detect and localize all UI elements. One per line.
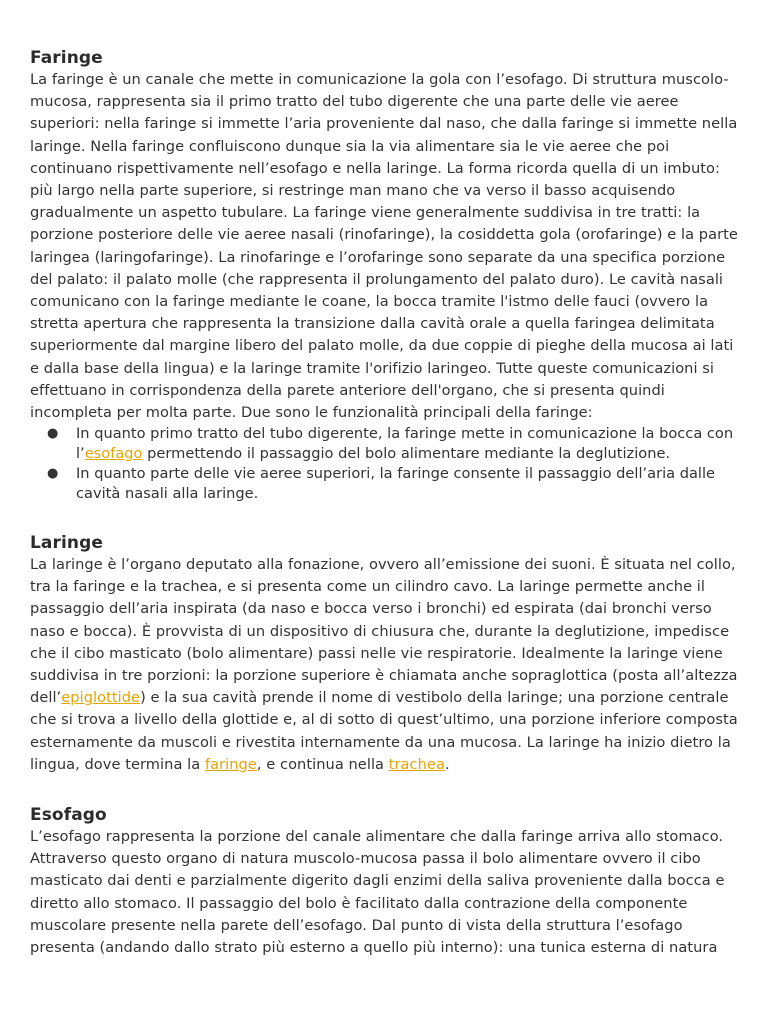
section-heading-laringe: Laringe	[30, 533, 104, 553]
paragraph-faringe: La faringe è un canale che mette in comunicazione la gola con l’esofago. Di struttura muscolo-mucosa, rappresenta sia il primo tratto del tubo digerente che una parte delle vie aeree superiori: nella faringe si immette l’aria proveniente dal naso, che dalla faringe si immette nella laringe. Nella faringe confluiscono dunque sia la via alimentare sia le vie aeree che poi continuano rispettivamente nell’esofago e nella laringe. La forma ricorda quella di un imbuto: più largo nella parte superiore, si restringe man mano che va verso il basso acquisendo gradualmente un aspetto tubulare. La faringe viene generalmente suddivisa in tre tratti: la porzione posteriore delle vie aeree nasali (rinofaringe), la cosiddetta gola (orofaringe) e la parte laringea (laringofaringe). La rinofaringe e l’orofaringe sono separate da una specifica porzione del palato: il palato molle (che rappresenta il prolungamento del palato duro). Le cavità nasali comunicano con la faringe mediante le coane, la bocca tramite l'istmo delle fauci (ovvero la stretta apertura che rappresenta la transizione dalla cavità orale a quella faringea delimitata superiormente dal margine libero del palato molle, da due coppie di pieghe della mucosa ai lati e dalla base della lingua) e la laringe tramite l'orifizio laringeo. Tutte queste comunicazioni si effettuano in corrispondenza della parete anteriore dell'organo, che si presenta quindi incompleta per molta parte. Due sono le funzionalità principali della faringe:	[30, 71, 738, 422]
paragraph-laringe	[30, 554, 742, 776]
link-esofago[interactable]: esofago	[84, 445, 143, 463]
bullet-list-faringe	[30, 424, 742, 504]
list-item	[30, 464, 742, 504]
bullet-text: permettendo il passaggio del bolo alimentare mediante la deglutizione.	[142, 445, 671, 463]
paragraph-esofago: L’esofago rappresenta la porzione del canale alimentare che dalla faringe arriva allo stomaco. Attraverso questo organo di natura muscolo-mucosa passa il bolo alimentare ovvero il cibo masticato dai denti e parzialmente digerito dagli enzimi della saliva proveniente dalla bocca e diretto allo stomaco. Il passaggio del bolo è facilitato dalla contrazione della componente muscolare presente nella parete dell’esofago. Dal punto di vista della struttura l’esofago presenta (andando dallo strato più esterno a quello più interno): una tunica esterna di natura	[30, 828, 725, 957]
bullet-text: In quanto primo tratto del tubo digerente, la faringe mette in comunicazione la bocca con l’	[76, 425, 734, 463]
section-heading-esofago: Esofago	[30, 805, 107, 825]
section-heading-faringe: Faringe	[30, 48, 103, 68]
bullet-icon: ●	[47, 426, 59, 442]
paragraph-text: La laringe è l’organo deputato alla fonazione, ovvero all’emissione dei suoni. È situata nel collo, tra la faringe e la trachea, e si presenta come un cilindro cavo. La laringe permette anche il passaggio dell’aria inspirata (da naso e bocca verso i bronchi) ed espirata (dai bronchi verso naso e bocca). È provvista di un dispositivo di chiusura che, durante la deglutizione, impedisce che il cibo masticato (bolo alimentare) passi nelle vie respiratorie. Idealmente la laringe viene suddivisa in tre porzioni: la porzione superiore è chiamata anche sopraglottica (posta all’altezza dell’	[30, 556, 738, 707]
paragraph-text: , e continua nella	[256, 755, 389, 773]
bullet-icon: ●	[47, 466, 59, 482]
paragraph-text: ) e la sua cavità prende il nome di vestibolo della laringe; una porzione centrale che si trova a livello della glottide e, al di sotto di quest’ultimo, una porzione inferiore composta esternamente da muscoli e rivestita internamente da una mucosa. La laringe ha inizio dietro la lingua, dove termina la	[30, 689, 738, 773]
section-esofago	[30, 804, 742, 959]
bullet-text: In quanto parte delle vie aeree superiori, la faringe consente il passaggio dell’aria dalle cavità nasali alla laringe.	[76, 465, 716, 503]
list-item	[30, 424, 742, 464]
paragraph-text: .	[444, 755, 450, 773]
section-laringe	[30, 532, 742, 776]
link-trachea[interactable]: trachea	[388, 755, 445, 773]
section-faringe	[30, 47, 742, 504]
link-faringe[interactable]: faringe	[204, 755, 257, 773]
link-epiglottide[interactable]: epiglottide	[61, 689, 141, 707]
